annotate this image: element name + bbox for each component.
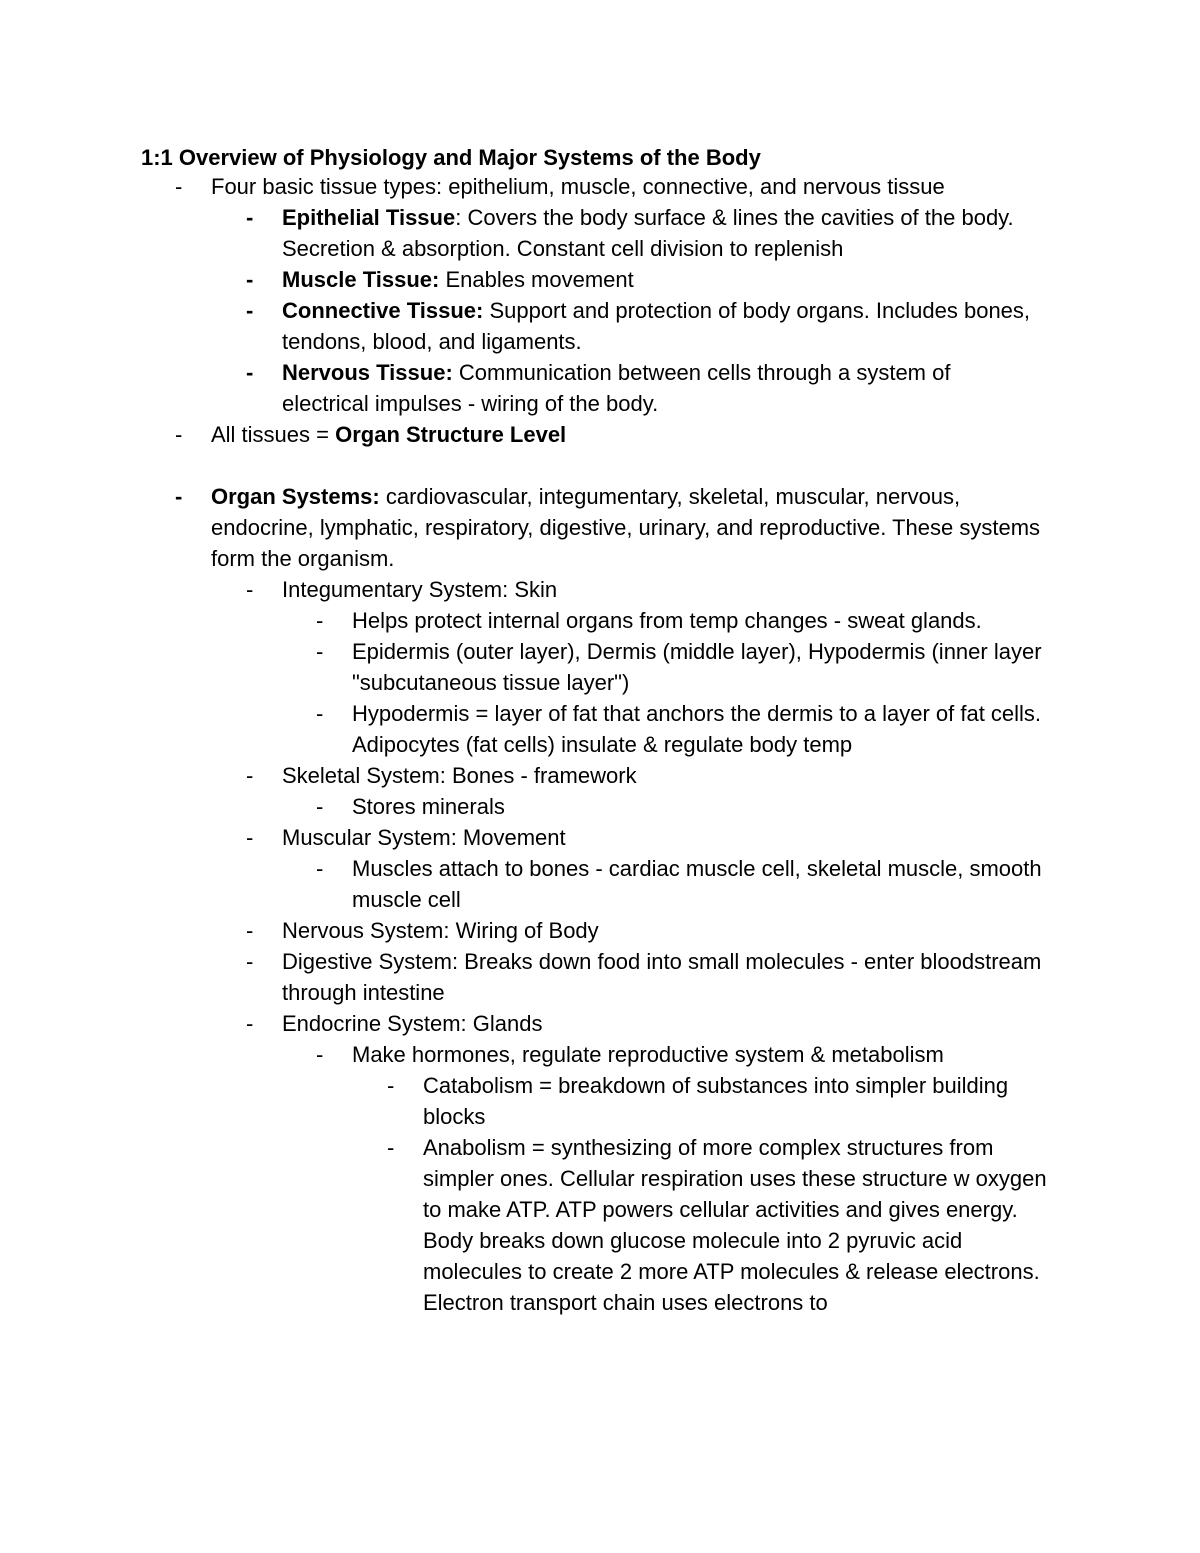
item-text: Digestive System: Breaks down food into small molecules - enter bloodstream through intestine xyxy=(282,949,1042,1005)
item-text: Organ Systems: cardiovascular, integumentary, skeletal, muscular, nervous, endocrine, lymphatic, respiratory, digestive, urinary, and reproductive. These systems form the organism. xyxy=(211,484,1041,571)
term-label: Epithelial Tissue xyxy=(282,205,456,230)
list-item xyxy=(0,419,1200,450)
bullet-dash: - xyxy=(246,825,254,850)
document-title: 1:1 Overview of Physiology and Major Systems of the Body xyxy=(141,145,761,170)
item-text: All tissues = Organ Structure Level xyxy=(211,422,567,447)
list-item xyxy=(0,853,1200,915)
item-text: Nervous System: Wiring of Body xyxy=(282,918,599,943)
term-label: Organ Structure Level xyxy=(335,422,567,447)
bullet-dash: - xyxy=(316,608,324,633)
list-item xyxy=(0,946,1200,1008)
bullet-dash: - xyxy=(246,360,254,385)
bullet-dash: - xyxy=(246,577,254,602)
bullet-dash: - xyxy=(246,205,254,230)
blank-line xyxy=(0,450,1200,481)
item-text: Epithelial Tissue: Covers the body surface & lines the cavities of the body. Secretion & absorption. Constant cell division to replenish xyxy=(282,205,1014,261)
list-item xyxy=(0,1008,1200,1039)
item-text: Make hormones, regulate reproductive system & metabolism xyxy=(352,1042,944,1067)
bullet-dash: - xyxy=(387,1135,395,1160)
bullet-dash: - xyxy=(175,174,183,199)
item-text: Nervous Tissue: Communication between cells through a system of electrical impulses - wiring of the body. xyxy=(282,360,951,416)
bullet-dash: - xyxy=(246,763,254,788)
bullet-dash: - xyxy=(316,1042,324,1067)
bullet-dash: - xyxy=(175,422,183,447)
item-text: Anabolism = synthesizing of more complex structures from simpler ones. Cellular respiration uses these structure w oxygen to make ATP. ATP powers cellular activities and gives energy. Body breaks down glucose molecule into 2 pyruvic acid molecules to create 2 more ATP molecules & release electrons. Electron transport chain uses electrons to xyxy=(423,1135,1047,1315)
list-item xyxy=(0,295,1200,357)
list-item xyxy=(0,357,1200,419)
item-text: Endocrine System: Glands xyxy=(282,1011,543,1036)
item-text: Connective Tissue: Support and protection of body organs. Includes bones, tendons, blood, and ligaments. xyxy=(282,298,1031,354)
bullet-dash: - xyxy=(316,794,324,819)
bullet-dash: - xyxy=(246,1011,254,1036)
term-label: Connective Tissue: xyxy=(282,298,484,323)
item-text: Muscles attach to bones - cardiac muscle cell, skeletal muscle, smooth muscle cell xyxy=(352,856,1042,912)
bullet-dash: - xyxy=(246,949,254,974)
term-label: Nervous Tissue: xyxy=(282,360,453,385)
notes-list xyxy=(0,171,1200,1318)
bullet-dash: - xyxy=(316,856,324,881)
list-item xyxy=(0,915,1200,946)
list-item xyxy=(0,605,1200,636)
list-item xyxy=(0,481,1200,574)
item-text: Hypodermis = layer of fat that anchors the dermis to a layer of fat cells. Adipocytes (fat cells) insulate & regulate body temp xyxy=(352,701,1042,757)
list-item xyxy=(0,760,1200,791)
bullet-dash: - xyxy=(246,267,254,292)
list-item xyxy=(0,1070,1200,1132)
bullet-dash: - xyxy=(316,701,324,726)
bullet-dash: - xyxy=(175,484,183,509)
list-item xyxy=(0,264,1200,295)
item-text: Muscular System: Movement xyxy=(282,825,566,850)
list-item xyxy=(0,791,1200,822)
item-text: Muscle Tissue: Enables movement xyxy=(282,267,634,292)
list-item xyxy=(0,1132,1200,1318)
list-item xyxy=(0,698,1200,760)
term-label: Organ Systems: xyxy=(211,484,380,509)
bullet-dash: - xyxy=(316,639,324,664)
item-text: Helps protect internal organs from temp changes - sweat glands. xyxy=(352,608,982,633)
item-text: Epidermis (outer layer), Dermis (middle layer), Hypodermis (inner layer "subcutaneous tissue layer") xyxy=(352,639,1042,695)
list-item xyxy=(0,822,1200,853)
list-item xyxy=(0,574,1200,605)
item-text: Catabolism = breakdown of substances into simpler building blocks xyxy=(423,1073,1009,1129)
list-item xyxy=(0,171,1200,202)
list-item xyxy=(0,636,1200,698)
list-item xyxy=(0,202,1200,264)
item-text: Skeletal System: Bones - framework xyxy=(282,763,637,788)
term-label: Muscle Tissue: xyxy=(282,267,440,292)
item-text: Stores minerals xyxy=(352,794,505,819)
bullet-dash: - xyxy=(246,918,254,943)
bullet-dash: - xyxy=(246,298,254,323)
item-text: Integumentary System: Skin xyxy=(282,577,558,602)
item-text: Four basic tissue types: epithelium, muscle, connective, and nervous tissue xyxy=(211,174,945,199)
bullet-dash: - xyxy=(387,1073,395,1098)
list-item xyxy=(0,1039,1200,1070)
